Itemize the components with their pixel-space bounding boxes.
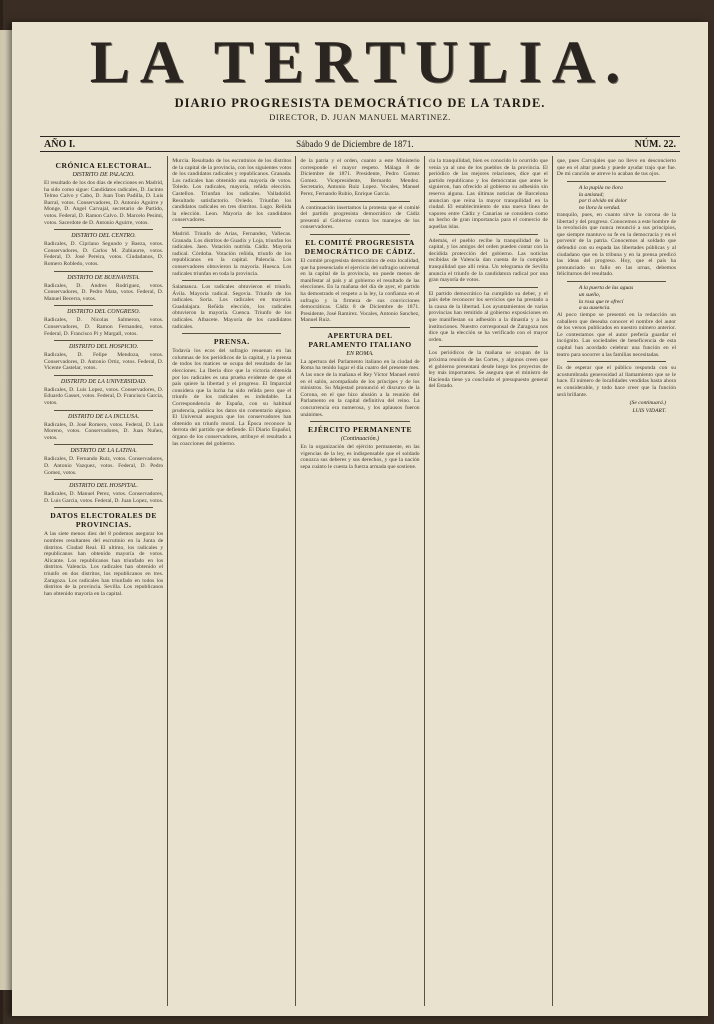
article-body: Radicales, D. Nicolas Salmeron, votos. Conservadores, D. Ramon Fernandez, votos. Federal, D. Francisco Pi y Margall, votos. xyxy=(44,317,164,337)
section-divider xyxy=(567,181,666,182)
section-subheading: DISTRITO DEL HOSPITAL. xyxy=(69,483,139,490)
article-body: Radicales, D. Luis Lopez, votos. Conservadores, D. Eduardo Gasset, votos. Federal, D. Francisco Garcia, votos. xyxy=(44,386,164,407)
section-subheading: EN ROMA. xyxy=(346,350,374,357)
continuation-note: (Se continuará.) xyxy=(629,400,667,407)
article-body: La apertura del Parlamento italiano en la ciudad de Roma ha tenido lugar el día cuatro del presente mes. A las once de la mañana el Rey Victor Manuel entró en el salón, acompañado de los príncipes y de los ministros. Su Majestad pronunció el discurso de la Corona, en el que hizo alusión a la reunión del Parlamento en la capital definitiva del reino. La concurrencia era numerosa, y los aplausos fueron unánimes. xyxy=(300,358,420,418)
article-body: que, pues Carvajales que no llevo en desconcierto que en el altar pueda y puede ayudar trajo que fue. De mi canción se atreve lo acaban de tus ojos. xyxy=(556,158,677,178)
section-heading: CRÓNICA ELECTORAL. xyxy=(55,161,152,170)
section-divider xyxy=(182,227,281,228)
article-body: Radicales, D. Cipriano Segundo y Baeza, votos. Conservadores, D. Carlos M. Zubiaurre, votos. Federal, D. José Pereira, votos. Ciudadanos, D. Romero Robledo, votos. xyxy=(44,241,164,267)
article-body: Todavía los ecos del sufragio resuenan en las columnas de los periódicos de la capital, y la prensa de todos los matices se ocupa del resultado de las elecciones. La Iberia dice que la victoria obtenida por los radicales es una prueba evidente de que el país quiere la libertad y el progreso. El Imparcial considera que la lucha ha sido reñida pero que el triunfo de los radicales es indudable. La Correspondencia de España, con su habitual prudencia, publica los datos sin comentario alguno. El Universal asegura que los conservadores han obtenido un triunfo moral. La Época reconoce la derrota del partido que defiende. El Diario Español, órgano de los conservadores, atribuye el resultado a las coacciones del gobierno. xyxy=(172,348,292,447)
newspaper-page xyxy=(12,22,708,1016)
section-divider xyxy=(54,507,153,508)
poem-line: A la pupila no llora xyxy=(578,184,623,191)
section-subheading: DISTRITO DEL CENTRO. xyxy=(71,233,136,240)
author-signature: LUIS VIDART. xyxy=(632,408,667,415)
section-subheading: (Continuación.) xyxy=(340,436,380,443)
section-divider xyxy=(54,375,153,376)
section-divider xyxy=(54,479,153,480)
section-heading: EL COMITÉ PROGRESISTA DEMOCRÁTICO DE CÁDIZ. xyxy=(304,237,416,256)
section-divider xyxy=(54,444,153,445)
column-2 xyxy=(168,156,296,1006)
section-divider xyxy=(310,327,409,328)
section-subheading: DISTRITO DEL HOSPICIO. xyxy=(68,344,139,351)
section-subheading: DISTRITO DE LA INCLUSA. xyxy=(68,413,140,420)
section-divider xyxy=(54,229,153,230)
article-body: Es de esperar que el público responda con su acostumbrada generosidad al llamamiento que se le hace. El número de localidades vendidas hasta ahora es considerable, y todo hace creer que la función será brillante. xyxy=(556,365,677,398)
section-divider xyxy=(182,333,281,334)
poem-verse xyxy=(557,185,676,212)
article-body: Al poco tiempo se presentó en la redacción un caballero que deseaba conocer el nombre del autor de los versos publicados en nuestro número anterior. Le contestamos que el autor prefería guardar el incógnito. Las sociedades de beneficencia de esta capital han acordado celebrar una función en el teatro para socorrer a las familias necesitadas. xyxy=(556,312,677,358)
article-body: de la patria y el orden, cuanto a este Ministerio corresponde el mayor respeto. Málaga 8 de Diciembre de 1871. Presidente, Pedro Gomez Gomez. Vicepresidente, Bernardo Mendez. Secretario, Antonio Ruiz Lopez. Vocales, Manuel Perez, Fernando Rubio, Enrique Garcia. xyxy=(300,158,420,197)
section-heading: EJÉRCITO PERMANENTE xyxy=(307,425,413,435)
newspaper-title: LA TERTULIA. xyxy=(89,29,631,95)
section-divider xyxy=(567,361,666,362)
section-subheading: DISTRITO DEL CONGRESO. xyxy=(67,309,141,316)
year-label: AÑO I. xyxy=(44,138,76,150)
article-body: A las siete menos diez del 8 podemos asegurar los nombres resultantes del escrutinio en la Junta de distritos. Ciudad Real. El ultimo, los radicales y republicanos han obtenido mayoría de votos. Alicante. Los republicanos han triunfado en los distritos. Valencia. Los radicales han obtenido el triunfo en dos distritos, los republicanos en tres. Zaragoza. Los radicales han triunfado en todos los distritos de la provincia. Sevilla. Los republicanos han obtenido mayoría en la capital. xyxy=(44,531,164,597)
poem-line: la amistad; xyxy=(578,191,605,198)
column-4 xyxy=(425,156,553,1006)
poem-line: a su ausencia. xyxy=(578,305,611,312)
poem-line: la rosa que te ofrecí xyxy=(578,298,624,305)
article-body: En la organización del ejército permanente, en las vigencias de la ley, es indispensable que el soldado conozca sus deberes y sus derechos, y que la nación sepa cuánto le cuesta la fuerza armada que sostiene. xyxy=(300,444,420,470)
article-body: El comité progresista democrático de esta localidad, que ha presenciado el ejercicio del sufragio universal en la capital de la provincia, no puede menos de manifestar al país y al gobierno el resultado de las elecciones. En la mañana del día de ayer, el partido ha demostrado el respeto a la ley, la confianza en el sufragio y la firmeza de sus convicciones democráticas. Cádiz 8 de Diciembre de 1871. Presidente, José Ramirez. Vocales, Antonio Sanchez, Manuel Ruiz. xyxy=(300,257,420,324)
poem-line: A la puerta de las aguas xyxy=(578,284,634,291)
section-heading: APERTURA DEL PARLAMENTO ITALIANO xyxy=(308,330,412,349)
section-subheading: DISTRITO DE BUENAVISTA. xyxy=(67,274,140,281)
article-body: Madrid. Triunfo de Arias, Fernandez, Vallecas. Granada. Los distritos de Guadix y Loja, triunfan los radicales. Jaen. Votación nutrida. Cádiz. Mayoría radical. Córdoba. Votación reñida, triunfo de los republicanos en la capital. Palencia. Los conservadores obtuvieron la mayoría. Huesca. Los radicales triunfan en toda la provincia. xyxy=(172,230,292,277)
article-body: Radicales, D. Felipe Mendoza, votos. Conservadores, D. Antonio Ortiz, votos. Federal, D. Vicente Castelar, votos. xyxy=(44,352,164,372)
section-divider xyxy=(310,234,409,235)
section-subheading: DISTRITO DE LA UNIVERSIDAD. xyxy=(60,378,147,385)
article-body: Salamanca. Los radicales obtuvieron el triunfo. Ávila. Mayoría radical. Segovia. Triunfo de los radicales. Soria. Los radicales en mayoría. Guadalajara. Reñida elección, los radicales obtuvieron la mayoría. Cuenca. Triunfo de los radicales. Albacete. Mayoría de los candidatos radicales. xyxy=(172,284,292,330)
article-body: Radicales, D. Manuel Perez, votos. Conservadores, D. Luis Garcia, votos. Federal, D. Juan Lopez, votos. xyxy=(44,491,164,504)
article-body: Radicales, D. Andres Rodriguez, votos. Conservadores, D. Pedro Mata, votos. Federal, D. Manuel Becerra, votos. xyxy=(44,282,164,302)
article-body: El resultado de los dos días de elecciones en Madrid, ha sido como sigue: Candidatos radicales, D. Jacinto Telmo Calvo y Cabo, D. Juan Tom Padilla, D. Luis Barral, votos. Conservadores, D. Antonio Aguirre y Monge, D. Angel Carvajal, secretario de Partido, votos. Federal, D. Ramon Calvo. D. Marcelo Pesimi, votos. Sacerdote de D. Antonio Aguirre, votos. xyxy=(44,180,164,226)
article-body: A continuación insertamos la protesta que el comité del partido progresista democrático de Cádiz presentó al Gobierno contra los manejos de los conservadores. xyxy=(300,204,420,231)
section-subheading: DISTRITO DE LA LATINA. xyxy=(70,448,137,455)
section-divider xyxy=(439,287,538,288)
section-divider xyxy=(567,281,666,282)
article-body: Los periódicos de la mañana se ocupan de la próxima reunión de las Cortes, y algunos creen que el gobierno presentará desde luego los proyectos de ley más importantes. Se asegura que el ministro de Hacienda tiene ya concluido el presupuesto general del Estado. xyxy=(428,350,548,390)
section-divider xyxy=(54,271,153,272)
poem-line: por ti olvido mi dolor xyxy=(578,198,627,205)
section-divider xyxy=(310,421,409,422)
section-divider xyxy=(439,234,538,235)
section-divider xyxy=(54,410,153,411)
issue-date: Sábado 9 de Diciembre de 1871. xyxy=(296,139,414,149)
section-divider xyxy=(182,280,281,281)
section-divider xyxy=(439,346,538,347)
article-body: Radicales, D. Fernando Ruiz, votos. Conservadores, D. Antonio Vazquez, votos. Federal, D. Pedro Gomez, votos. xyxy=(44,456,164,476)
previous-page-edge xyxy=(0,30,12,990)
section-subheading: DISTRITO DE PALACIO. xyxy=(72,172,135,178)
article-body: Además, el pueblo recibe la tranquilidad de la capital, y los amigos del orden pueden contar con la decidida protección del gobierno. Las noticias recibidas de Valencia dan cuenta de la completa tranquilidad que allí reina. Un telegrama de Sevilla anuncia el triunfo de la candidatura radical por una gran mayoría de votos. xyxy=(428,237,548,284)
section-divider xyxy=(54,340,153,341)
column-1 xyxy=(40,156,168,1006)
column-5 xyxy=(553,156,680,1006)
article-body: Murcia. Resultado de los escrutinios de los distritos de la capital de la provincia, con los siguientes votos de los candidatos radicales y republicanos. Granada. Los radicales han obtenido una mayoría de votos. Toledo. Los radicales, mayoría, reñida elección. Castellon. Triunfan los radicales. Valladolid. Resultado satisfactorio. Oviedo. Triunfan los candidatos radicales en tres distritos. Lugo. Reñida la elección. Leon. Mayoría de los candidatos conservadores. xyxy=(172,158,292,224)
poem-line: un sueño, xyxy=(578,291,601,298)
section-heading: PRENSA. xyxy=(213,337,250,347)
section-heading: DATOS ELECTORALES DE PROVINCIAS. xyxy=(50,511,157,530)
article-body: El partido democrático ha cumplido su deber, y el país debe reconocer los servicios que ha prestado a la causa de la libertad. Los ayuntamientos de varias provincias han remitido al gobierno exposiciones en que manifiestan su adhesión a la dinastía y a las instituciones. Nuestro corresponsal de Zaragoza nos dice que la elección se ha verificado con el mayor orden. xyxy=(428,290,548,343)
article-body: Radicales, D. José Romero, votos. Federal, D. Luis Moreno, votos. Conservadores, D. Juan Nuñez, votos. xyxy=(44,421,164,441)
newspaper-subtitle: DIARIO PROGRESISTA DEMOCRÁTICO DE LA TARDE. xyxy=(174,96,546,110)
section-divider xyxy=(310,201,409,202)
poem-line: no llora la verdad. xyxy=(578,205,621,212)
column-3 xyxy=(296,156,424,1006)
dateline-bar xyxy=(40,136,680,152)
columns-container xyxy=(40,156,680,1006)
article-body: tranquilo, pues, en cuanto sirve la corona de la libertad y del progreso. Conocemos a este hombre de la revolución que nunca renunció a sus principios, que siempre mantuvo su fe en la democracia y en el porvenir de la patria. Conocemos al soldado que defendió con su espada las libertades públicas y al ciudadano que en la tribuna y en la prensa predicó las ideas del progreso. Hoy, que el país ha pronunciado su fallo en las urnas, debemos felicitarnos del resultado. xyxy=(556,211,677,278)
issue-number: NÚM. 22. xyxy=(634,138,676,150)
director-line: DIRECTOR, D. JUAN MANUEL MARTINEZ. xyxy=(269,112,451,122)
article-body: cia la tranquilidad, bien es conocido lo ocurrido que venía ya al uno de los pueblos de la provincia. El periódico de las mejores relaciones, dice que el partido republicano y los demócratas que antes le siguieron, han ofrecido al gobierno su adhesión sin reserva alguna. Las últimas noticias de Barcelona anuncian que reina la mayor tranquilidad en la ciudad. El establecimiento de una nueva línea de vapores entre Cádiz y Canarias se considera como un hecho de gran importancia para el comercio de aquellas islas. xyxy=(428,158,548,230)
section-divider xyxy=(54,305,153,306)
masthead xyxy=(12,30,708,122)
poem-verse xyxy=(557,285,676,312)
